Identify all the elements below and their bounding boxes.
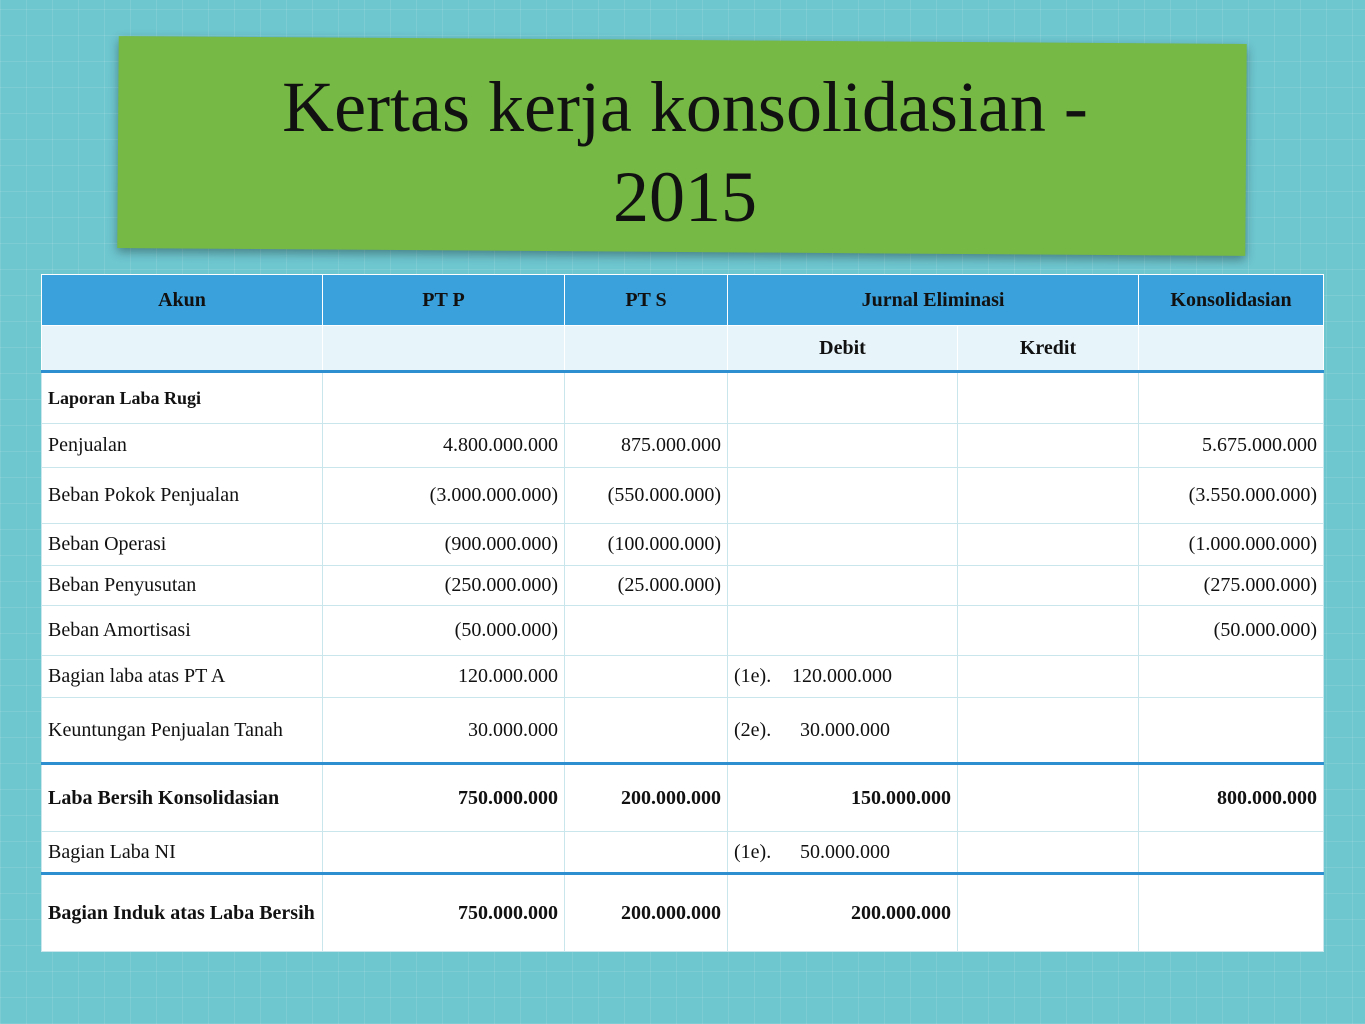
cell-debit	[728, 372, 958, 424]
table-row	[42, 764, 1324, 832]
header-row	[42, 275, 1324, 326]
cell-kons	[1139, 372, 1324, 424]
cell-pt-p: (3.000.000.000)	[323, 468, 565, 524]
subheader-empty-pt-s	[565, 326, 728, 372]
cell-kons	[1139, 874, 1324, 952]
cell-kredit	[958, 874, 1139, 952]
cell-pt-s: (550.000.000)	[565, 468, 728, 524]
cell-kredit	[958, 656, 1139, 698]
cell-akun: Bagian Induk atas Laba Bersih	[42, 874, 323, 952]
subheader-row	[42, 326, 1324, 372]
cell-kons: (50.000.000)	[1139, 606, 1324, 656]
cell-akun: Laporan Laba Rugi	[42, 372, 323, 424]
cell-kons: (3.550.000.000)	[1139, 468, 1324, 524]
cell-pt-p: 750.000.000	[323, 874, 565, 952]
subheader-empty-akun	[42, 326, 323, 372]
cell-pt-s: (100.000.000)	[565, 524, 728, 566]
cell-pt-s	[565, 372, 728, 424]
cell-pt-p: (900.000.000)	[323, 524, 565, 566]
cell-kons	[1139, 832, 1324, 874]
cell-debit	[728, 566, 958, 606]
table-row	[42, 698, 1324, 764]
subheader-empty-pt-p	[323, 326, 565, 372]
table-row	[42, 874, 1324, 952]
title-line-1: Kertas kerja konsolidasian -	[282, 67, 1088, 147]
cell-debit	[728, 606, 958, 656]
cell-kredit	[958, 524, 1139, 566]
subheader-debit: Debit	[728, 326, 958, 372]
cell-akun: Bagian Laba NI	[42, 832, 323, 874]
table-row	[42, 832, 1324, 874]
cell-kons: (1.000.000.000)	[1139, 524, 1324, 566]
slide-title	[150, 62, 1220, 242]
subheader-empty-kons	[1139, 326, 1324, 372]
cell-pt-p	[323, 372, 565, 424]
table-row	[42, 656, 1324, 698]
cell-pt-s	[565, 606, 728, 656]
cell-pt-s: 200.000.000	[565, 874, 728, 952]
table-row	[42, 606, 1324, 656]
cell-akun: Penjualan	[42, 424, 323, 468]
cell-pt-p: 750.000.000	[323, 764, 565, 832]
cell-kons	[1139, 656, 1324, 698]
cell-pt-p	[323, 832, 565, 874]
cell-pt-s	[565, 698, 728, 764]
header-jurnal-eliminasi: Jurnal Eliminasi	[728, 275, 1139, 326]
subheader-kredit: Kredit	[958, 326, 1139, 372]
header-pt-s: PT S	[565, 275, 728, 326]
cell-kons: 5.675.000.000	[1139, 424, 1324, 468]
debit-amount: 50.000.000	[800, 840, 890, 863]
header-pt-p: PT P	[323, 275, 565, 326]
elimination-ref: (1e).	[734, 840, 772, 863]
cell-pt-s	[565, 656, 728, 698]
cell-debit	[728, 832, 958, 874]
table-row	[42, 424, 1324, 468]
table-row	[42, 468, 1324, 524]
debit-amount: 120.000.000	[792, 665, 892, 687]
cell-akun: Bagian laba atas PT A	[42, 656, 323, 698]
cell-debit	[728, 656, 958, 698]
cell-debit: 200.000.000	[728, 874, 958, 952]
cell-kredit	[958, 698, 1139, 764]
debit-amount: 30.000.000	[800, 718, 890, 741]
cell-akun: Beban Amortisasi	[42, 606, 323, 656]
cell-kredit	[958, 468, 1139, 524]
consolidation-worksheet-table	[41, 274, 1324, 952]
table-row	[42, 372, 1324, 424]
header-akun: Akun	[42, 275, 323, 326]
cell-kons	[1139, 698, 1324, 764]
cell-debit	[728, 524, 958, 566]
cell-akun: Keuntungan Penjualan Tanah	[42, 698, 323, 764]
title-line-2: 2015	[613, 157, 757, 237]
cell-kredit	[958, 832, 1139, 874]
cell-pt-p: (250.000.000)	[323, 566, 565, 606]
cell-debit	[728, 468, 958, 524]
cell-kredit	[958, 764, 1139, 832]
cell-akun: Beban Penyusutan	[42, 566, 323, 606]
cell-kredit	[958, 606, 1139, 656]
cell-debit	[728, 698, 958, 764]
table-row	[42, 524, 1324, 566]
cell-akun: Beban Pokok Penjualan	[42, 468, 323, 524]
cell-kredit	[958, 424, 1139, 468]
cell-pt-p: 4.800.000.000	[323, 424, 565, 468]
cell-akun: Beban Operasi	[42, 524, 323, 566]
cell-kons: 800.000.000	[1139, 764, 1324, 832]
cell-pt-p: (50.000.000)	[323, 606, 565, 656]
cell-kredit	[958, 566, 1139, 606]
cell-pt-s: 875.000.000	[565, 424, 728, 468]
cell-kredit	[958, 372, 1139, 424]
cell-debit	[728, 424, 958, 468]
cell-kons: (275.000.000)	[1139, 566, 1324, 606]
cell-pt-p: 120.000.000	[323, 656, 565, 698]
cell-akun: Laba Bersih Konsolidasian	[42, 764, 323, 832]
header-konsolidasian: Konsolidasian	[1139, 275, 1324, 326]
elimination-ref: (1e).	[734, 665, 772, 687]
elimination-ref: (2e).	[734, 718, 772, 741]
table-row	[42, 566, 1324, 606]
cell-pt-s: 200.000.000	[565, 764, 728, 832]
cell-pt-p: 30.000.000	[323, 698, 565, 764]
cell-debit: 150.000.000	[728, 764, 958, 832]
cell-pt-s: (25.000.000)	[565, 566, 728, 606]
cell-pt-s	[565, 832, 728, 874]
